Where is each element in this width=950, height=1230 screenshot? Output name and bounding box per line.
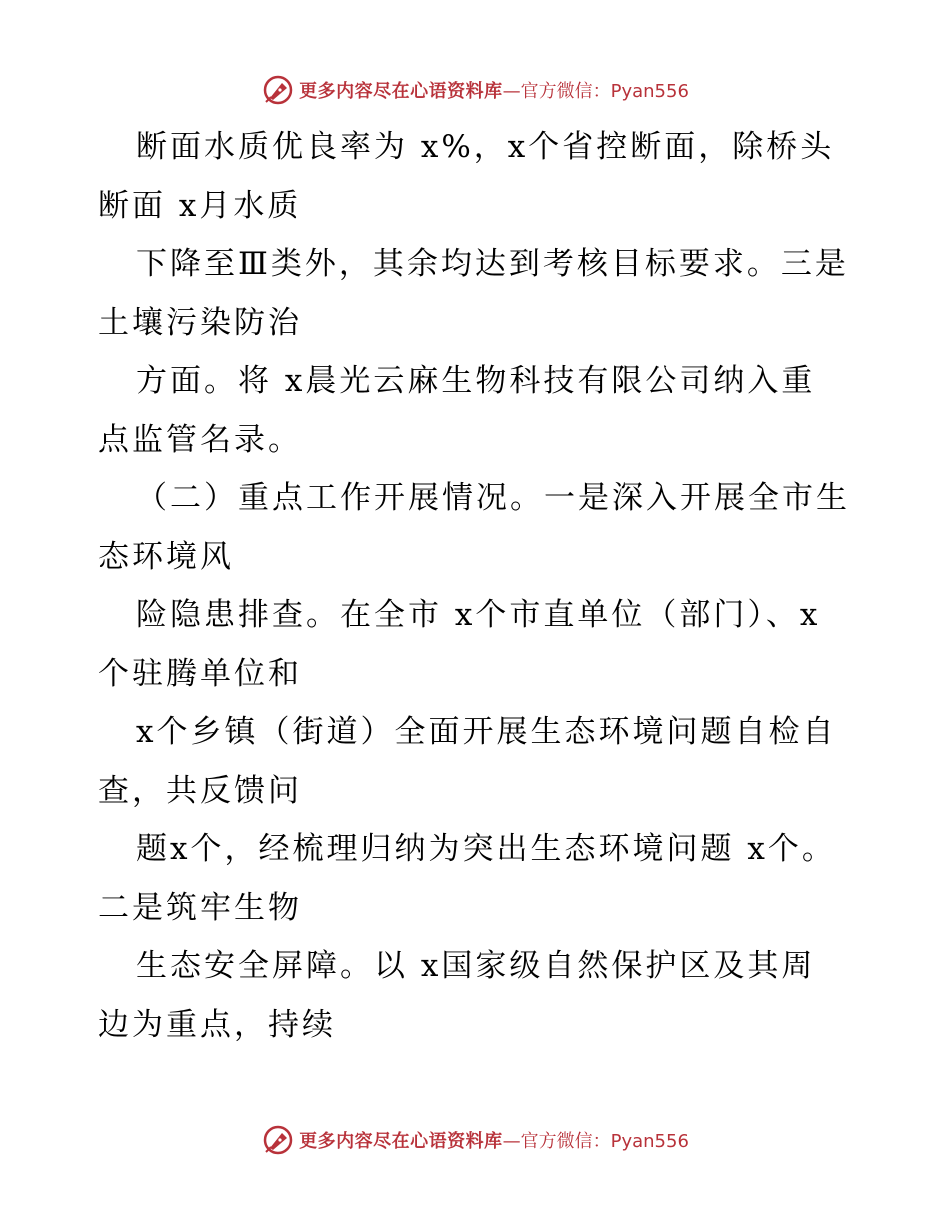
text-line: 土壤污染防治 [98,304,302,341]
text-line: 个驻腾单位和 [98,655,302,692]
text-line: （二）重点工作开展情况。一是深入开展全市生 [136,480,850,516]
text-line: 边为重点，持续 [98,1006,336,1043]
text-line: 方面。将 x晨光云麻生物科技有限公司纳入重 [136,363,816,399]
text-line: 险隐患排查。在全市 x个市直单位（部门）、x [136,597,821,633]
footer-banner-title: 更多内容尽在心语资料库 [299,1131,503,1152]
text-line: x个乡镇（街道）全面开展生态环境问题自检自 [136,714,837,750]
text-line: 点监管名录。 [98,421,302,458]
header-banner-contact: —官方微信：Pyan556 [502,81,689,102]
header-banner [0,70,950,110]
text-line: 查，共反馈问 [98,772,302,809]
footer-banner-contact: —官方微信：Pyan556 [502,1131,689,1152]
text-line: 生态安全屏障。以 x国家级自然保护区及其周 [136,948,816,984]
document-body [98,118,858,1054]
text-line: 下降至Ⅲ类外，其余均达到考核目标要求。三是 [136,246,849,282]
text-line: 题x个，经梳理归纳为突出生态环境问题 x个。 [136,831,836,867]
footer-banner [0,1120,950,1160]
header-banner-title: 更多内容尽在心语资料库 [299,81,503,102]
text-line: 断面水质优良率为 x%，x个省控断面，除桥头 [136,129,835,165]
text-line: 断面 x月水质 [98,187,302,224]
pen-nib-logo-icon [261,1123,295,1157]
pen-nib-logo-icon [261,73,295,107]
text-line: 二是筑牢生物 [98,889,302,926]
text-line: 态环境风 [98,538,234,575]
